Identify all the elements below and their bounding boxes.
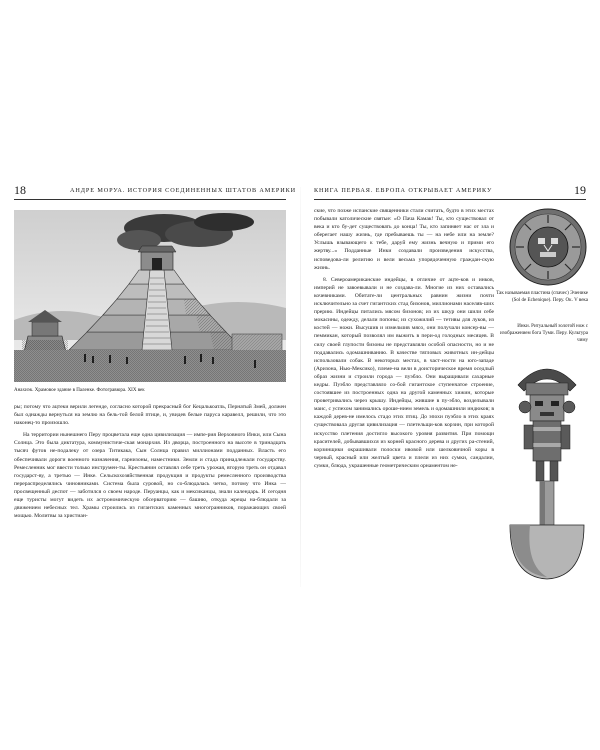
pyramid-engraving-image — [14, 210, 286, 382]
paragraph: 8. Североамериканские индейцы, в отличие от ацте-ков и инков, империй не завоевывали и не создава-ли. Многие из них оставались кочевниками. Обитате-ли центральных равнин жизни почти исключительно за счет гигантских стад бизонов, миллионами населяв-ших прерию. Индейцы питались мясом бизонов; из их шкур они шили себе мокасины, одежду, делали попоны; из сухожилий — тетивы для луков, из костей — ножи. Высушив и измельчив мясо, они получали консер-вы — пеммикан, который позволял им выжить в пери-од голодных месяцев. В силу своей глупости бизоны не представляли особой опасности, но и не поддавались одомашниванию. В качестве тягловых животных ин-дейцы использовали собак. В некоторых местах, в част-ности на юго-западе (Аризона, Нью-Мексико), племе-на вели в доисторическое время оседлый образ жизни и строили города — пуэбло. Они выращивали сахарные кедры. Пуэбло представляло со-бой гигантское ступенчатое строение, состоявшее из построенных одна на другой каменных хижин, которые проветривались через крышу. Индейцы, жившие в пу-эбло, возделывали маис, с успехом занимались ороше-нием земель и одомашнили индюков; в каждой дерев-не имелось стадо этих птиц. До эпохи пуэбло в этих краях существовала другая цивилизация — плетельщи-ков корзин, при которой искусство плетения достигло высокого уровня развития. При помощи красителей, добывавшихся из корней красного дерева и других ра-стений, корзинщики окрашивали полоски ивовой или шелковичной коры в черный, красный или желтый цвета и плели из них сумки, сандалии, сумки, блюда, украшенные геометрическим орнаментом не- — [314, 276, 494, 469]
running-head-right: КНИГА ПЕРВАЯ. ЕВРОПА ОТКРЫВАЕТ АМЕРИКУ — [314, 187, 493, 194]
running-head-left: АНДРЕ МОРУА. ИСТОРИЯ СОЕДИНЕННЫХ ШТАТОВ АМЕРИКИ — [70, 187, 296, 194]
paragraph: ские, что позже испанские священники стали считать, будто в этих местах побывали католические святые: «О Пача Камак! Ты, кто существовал от века и кто бу-дет существовать до конца! Ты, кто запиняет нас от зла и оберегает нашу жизнь, где пребываешь ты — на небе или на земле? Услышь взывающего к тебе, даруй ему жизнь вечную и прими его жертву...» Подданные Инки создавали произведения искусства, исповедова-ли религию и вели весьма упорядоченную граждан-скую жизнь. — [314, 208, 494, 271]
sun-disc-caption: Так называемая пластина (спачес) Эченике (Sol de Echenique). Перу. Ок. V века — [496, 291, 588, 303]
tumi-knife-image — [504, 355, 590, 583]
left-body-text — [14, 403, 286, 581]
page-gutter — [300, 187, 301, 587]
header-rule-right — [314, 199, 586, 200]
sun-disc-plate-image — [508, 207, 588, 287]
image-caption-left: Анахиэк. Храмовое здание в Паленке. Фотогравюра. XIX век — [14, 388, 145, 393]
book-spread — [0, 175, 600, 585]
paragraph: На территории нынешнего Перу процветала еще одна цивилизация — импе-рия Верховного Инки, или Сына Солнца. Это была диктатура, коммунистиче-ская монархия. Из дворца, построенного на высоте в тринадцать тысяч футов не-подалеку от озера Титикака, Сын Солнца правил миллионами подданных. Власть его обеспечивали дороги военного назначения, гарнизоны, наместники. Земли и стада принадлежали государству. Ремесленник мог ввести только инструмен-ты. Крестьянин оставлял себе треть урожая, вторую треть он отдавал государст-ву, а третью — Инке. Сельскохозяйственная продукция и продукты ремесленного производства перераспределялись чиновниками. Система была суровой, но со-блюдалась четко, потому что Инка — просвещенный деспот — заботился о своем народе. Перуанцы, как и мексиканцы, знали календарь. И сегодня еще туристы могут видеть их астрономическую обсерваторию — башню, откуда жрецы на-блюдали за движением небесных тел. Храмы строились из гигантских каменных многогранников, поражающих своей мощью. Молитвы за христиан- — [14, 432, 286, 520]
header-rule-left — [14, 199, 286, 200]
right-body-text — [314, 207, 494, 583]
page-number-right: 19 — [574, 183, 586, 197]
paragraph: ры; потому что ацтеки верили легенде, согласно которой прекрасный бог Кецалькоатль, Пернатый Змей, должен был однажды вернуться на землю на бель-той белой птице, и, увидев белые паруса каравелл, решили, что это наконец-то произошло. — [14, 404, 286, 427]
tumi-knife-caption: Инки. Ритуальный золотой нож с изображением бога Туми. Перу. Культура чиму — [499, 324, 588, 343]
page-number-left: 18 — [14, 183, 26, 197]
